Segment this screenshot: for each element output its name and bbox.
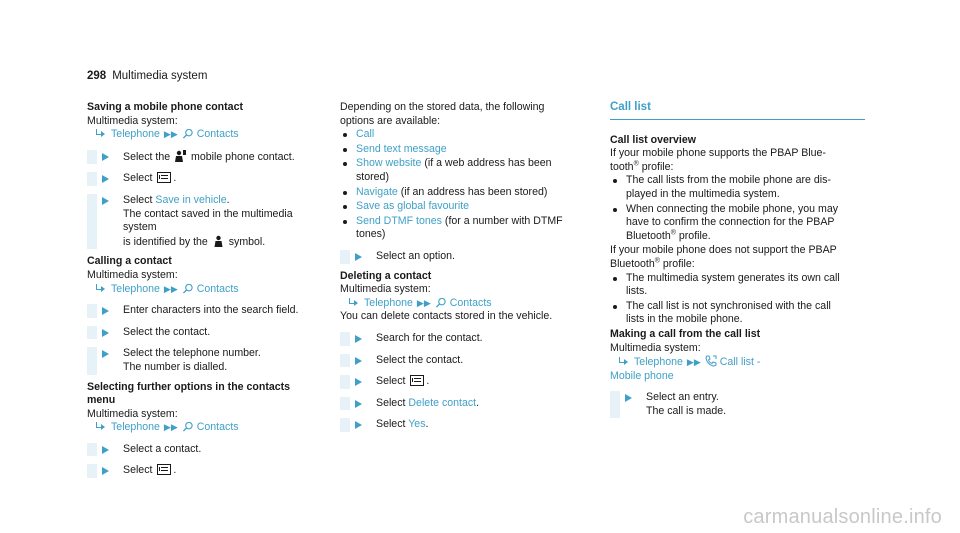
multimedia-system-label: Multimedia system:: [87, 407, 178, 420]
option-send-text[interactable]: Send text message: [356, 142, 447, 155]
heading-further-options: Selecting further options in the contacts menu: [87, 380, 291, 407]
step: Select an entry. The call is made.: [610, 391, 865, 418]
menu-icon: [410, 375, 424, 386]
nav-contacts[interactable]: Contacts: [196, 282, 239, 295]
heading-call-list-overview: Call list overview: [610, 133, 696, 146]
nav-path[interactable]: [618, 355, 865, 370]
option-show-website[interactable]: Show website: [356, 157, 422, 170]
nav-path[interactable]: [95, 283, 312, 297]
nav-mobile-phone[interactable]: Mobile phone: [610, 369, 674, 382]
options-list: [340, 128, 580, 242]
header-title: Multimedia system: [112, 70, 208, 82]
double-chevron-icon: ▶▶: [163, 422, 178, 433]
list-item: Send DTMF tones (for a number with DTMF tones): [340, 215, 580, 242]
heading-making-call: Making a call from the call list: [610, 327, 761, 340]
step: Select the telephone number. The number is dialled.: [87, 347, 312, 374]
search-icon: [435, 297, 447, 308]
heading-calling-contact: Calling a contact: [87, 255, 172, 268]
step: Select an option.: [340, 250, 580, 264]
list-item: The multimedia system generates its own call lists.: [610, 272, 865, 299]
yes-link[interactable]: Yes: [408, 418, 426, 431]
nav-path[interactable]: [348, 297, 580, 311]
path-arrow-icon: [95, 422, 105, 431]
step: Select the mobile phone contact.: [87, 150, 312, 165]
double-chevron-icon: ▶▶: [163, 129, 178, 140]
list-item: [340, 128, 580, 142]
search-icon: [182, 128, 194, 139]
list-item: [340, 143, 580, 157]
nav-path[interactable]: [95, 128, 312, 142]
list-item: Show website (if a web address has been stored): [340, 157, 580, 184]
step: Select a contact.: [87, 443, 312, 457]
call-list-phone-icon: [705, 355, 717, 367]
nav-telephone[interactable]: Telephone: [634, 356, 683, 369]
option-navigate[interactable]: Navigate: [356, 185, 398, 198]
nav-contacts[interactable]: Contacts: [196, 421, 239, 434]
nav-telephone[interactable]: Telephone: [111, 421, 160, 434]
step: Enter characters into the search field.: [87, 304, 312, 318]
step: Search for the contact.: [340, 332, 580, 346]
heading-saving-contact: Saving a mobile phone contact: [87, 101, 243, 113]
multimedia-system-label: Multimedia system:: [340, 283, 431, 296]
delete-note: You can delete contacts stored in the vehicle.: [340, 310, 553, 323]
nav-contacts[interactable]: Contacts: [449, 296, 492, 309]
path-arrow-icon: [95, 284, 105, 293]
no-pbap-list: [610, 272, 865, 327]
menu-icon: [157, 172, 171, 183]
double-chevron-icon: ▶▶: [686, 357, 701, 368]
nav-telephone[interactable]: Telephone: [111, 282, 160, 295]
column-3: Call list Call list overview If your mobile phone supports the PBAP Blue- tooth® profile: The call lists from the mobile phone are dis- played in the multimedia system. When connecting the mobile phone, you may have to confirm the connection for the PBAP Bluetooth® profile. If your mobile phone does not support the PBAP Bluetooth® profile: The multimedia system generates its own call lists. The call list is not synchronised with the call lists in the mobile phone. Making a call from the call list Multimedia system: Telephone ▶▶ Call list - Mobile phone Select an entry. The call is made.: [610, 101, 865, 418]
option-save-favourite[interactable]: Save as global favourite: [356, 200, 470, 213]
step: Select the contact.: [340, 354, 580, 368]
step-arrow-icon: [102, 153, 109, 161]
mobile-contact-icon: [175, 150, 186, 162]
option-send-dtmf[interactable]: Send DTMF tones: [356, 214, 442, 227]
nav-telephone[interactable]: Telephone: [364, 296, 413, 309]
step: Select .: [87, 172, 312, 186]
column-2: [340, 101, 580, 432]
nav-call-list[interactable]: Call list -: [719, 356, 761, 369]
multimedia-system-label: Multimedia system:: [610, 341, 701, 354]
path-arrow-icon: [348, 298, 358, 307]
delete-contact-link[interactable]: Delete contact: [408, 396, 477, 409]
nav-path[interactable]: [95, 421, 312, 435]
step: Select Yes.: [340, 418, 580, 432]
double-chevron-icon: ▶▶: [416, 297, 431, 308]
vehicle-contact-icon: [213, 235, 224, 247]
options-intro: Depending on the stored data, the following options are available:: [340, 101, 545, 127]
page-number: 298: [87, 70, 107, 82]
list-item: The call lists from the mobile phone are dis- played in the multimedia system.: [610, 174, 865, 201]
menu-icon: [157, 464, 171, 475]
list-item: When connecting the mobile phone, you may have to confirm the connection for the PBAP Bluetooth® profile.: [610, 203, 865, 244]
multimedia-system-label: Multimedia system:: [87, 268, 178, 281]
pbap-support-list: [610, 174, 865, 243]
column-1: [87, 101, 312, 478]
search-icon: [182, 421, 194, 432]
nav-contacts[interactable]: Contacts: [196, 128, 239, 141]
list-item: The call list is not synchronised with the call lists in the mobile phone.: [610, 300, 865, 327]
step: Select Save in vehicle. The contact saved in the multimedia system is identified by the symbol.: [87, 194, 312, 249]
save-in-vehicle-link[interactable]: Save in vehicle: [155, 193, 227, 206]
double-chevron-icon: ▶▶: [163, 283, 178, 294]
step: Select .: [340, 375, 580, 389]
option-call[interactable]: Call: [356, 128, 375, 141]
multimedia-system-label: Multimedia system:: [87, 114, 178, 127]
nav-telephone[interactable]: Telephone: [111, 128, 160, 141]
step: Select the contact.: [87, 326, 312, 340]
path-arrow-icon: [95, 129, 105, 138]
section-title-call-list: Call list: [610, 101, 865, 120]
heading-deleting-contact: Deleting a contact: [340, 269, 432, 282]
step: Select .: [87, 464, 312, 478]
step: Select Delete contact.: [340, 397, 580, 411]
watermark: carmanualsonline.info: [743, 506, 942, 529]
search-icon: [182, 283, 194, 294]
path-arrow-icon: [618, 357, 628, 366]
page-header: [87, 70, 207, 84]
list-item: Navigate (if an address has been stored): [340, 186, 580, 200]
list-item: [340, 200, 580, 214]
